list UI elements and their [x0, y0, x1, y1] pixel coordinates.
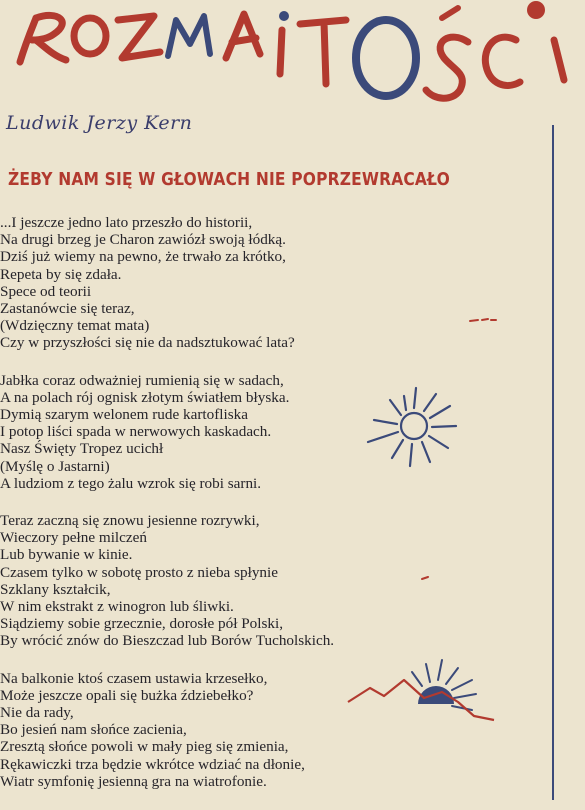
- section-header: [6, 0, 576, 108]
- poem-line: Nie da rady,: [0, 704, 74, 722]
- poem-line: A na polach rój ognisk złotym światłem błyska.: [0, 388, 290, 406]
- poem-line: Rękawiczki trza będzie wkrótce wdziać na dłonie,: [0, 755, 305, 773]
- poem-line: Na balkonie ktoś czasem ustawia krzesełko,: [0, 669, 268, 687]
- red-dash-mark: [420, 574, 430, 582]
- poem-line: Dymią szarym welonem rude kartofliska: [0, 406, 248, 424]
- poem-stanza: [0, 214, 520, 352]
- poem-line: W nim ekstrakt z winogron lub śliwki.: [0, 598, 234, 616]
- poem-line: By wrócić znów do Bieszczad lub Borów Tucholskich.: [0, 632, 335, 650]
- poem-line: Repeta by się zdała.: [0, 265, 122, 283]
- poem-line: Teraz zaczną się znowu jesienne rozrywki,: [0, 512, 260, 530]
- poem-line: Zastanówcie się teraz,: [0, 300, 135, 318]
- sunset-mountain-icon: [346, 658, 496, 724]
- author-signature: Ludwik Jerzy Kern: [6, 112, 193, 134]
- article-title: ŻEBY NAM SIĘ W GŁOWACH NIE POPRZEWRACAŁO: [8, 170, 450, 190]
- column-rule: [552, 125, 554, 800]
- poem-stanza: [0, 512, 520, 650]
- poem-line: Spece od teorii: [0, 282, 92, 300]
- poem-line: Jabłka coraz odważniej rumienią się w sadach,: [0, 371, 284, 389]
- poem-line: ...I jeszcze jedno lato przeszło do historii,: [0, 214, 253, 231]
- sun-icon: [364, 382, 460, 470]
- poem-line: A ludziom z tego żalu wzrok się robi sarni.: [0, 474, 262, 492]
- poem-line: Czasem tylko w sobotę prosto z nieba spłynie: [0, 563, 278, 581]
- poem-line: Czy w przyszłości się nie da nadsztukować lata?: [0, 334, 295, 352]
- poem-line: Dziś już wiemy na pewno, że trwało za krótko,: [0, 248, 286, 266]
- section-title-lettering: [6, 0, 576, 108]
- poem-line: Szklany kształcik,: [0, 580, 111, 598]
- poem-line: Bo jesień nam słońce zacienia,: [0, 721, 187, 739]
- red-dash-mark: [468, 316, 498, 324]
- poem-line: Na drugi brzeg je Charon zawiózł swoją łódką.: [0, 231, 286, 249]
- poem-line: (Wdzięczny temat mata): [0, 317, 150, 335]
- poem-line: Nasz Święty Tropez ucichł: [0, 440, 164, 458]
- poem-line: I potop liści spada w nerwowych kaskadach.: [0, 423, 272, 441]
- poem-line: Wiatr symfonię jesienną gra na wiatrofonie.: [0, 772, 267, 790]
- poem-line: Wieczory pełne milczeń: [0, 529, 147, 547]
- poem-line: Lub bywanie w kinie.: [0, 546, 133, 564]
- poem-line: Zresztą słońce powoli w mały pieg się zmienia,: [0, 738, 289, 756]
- poem-line: Siądziemy sobie grzecznie, dorosłe pół Polski,: [0, 615, 284, 633]
- poem-line: Może jeszcze opali się bużka ździebełko?: [0, 686, 254, 704]
- poem-line: (Myślę o Jastarni): [0, 457, 110, 475]
